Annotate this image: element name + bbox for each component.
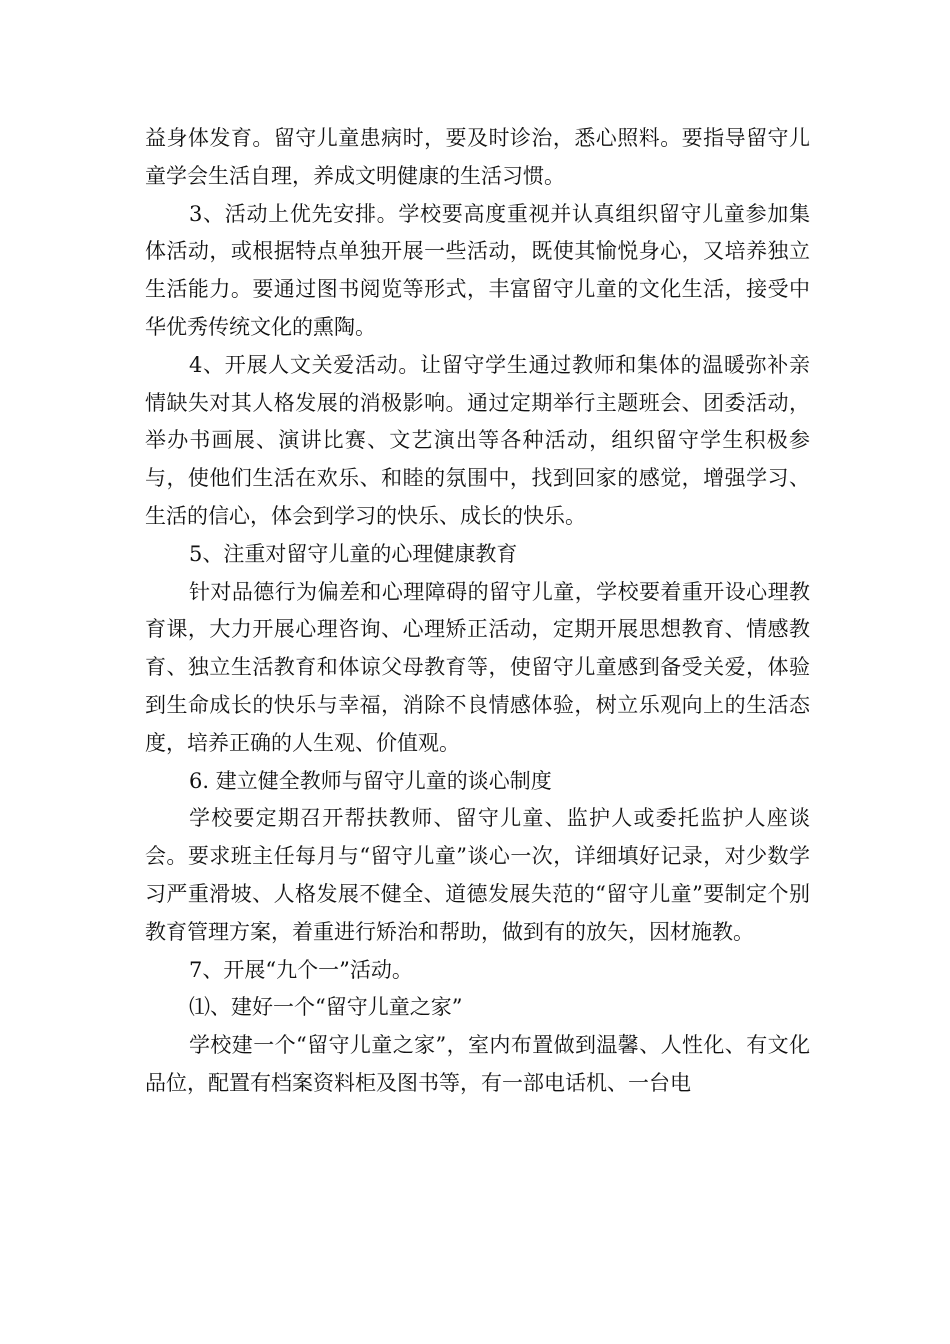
paragraph-continuation: 益身体发育。留守儿童患病时，要及时诊治，悉心照料。要指导留守儿童学会生活自理，养成文明健康的生活习惯。	[145, 126, 810, 188]
paragraph-item-4: 4、开展人文关爱活动。让留守学生通过教师和集体的温暖弥补亲情缺失对其人格发展的消极影响。通过定期举行主题班会、团委活动，举办书画展、演讲比赛、文艺演出等各种活动，组织留守学生积极参与，使他们生活在欢乐、和睦的氛围中，找到回家的感觉，增强学习、生活的信心，体会到学习的快乐、成长的快乐。	[145, 352, 810, 528]
subheading-item-7-1: ⑴、建好一个“留守儿童之家”	[189, 995, 463, 1020]
heading-item-6: 6. 建立健全教师与留守儿童的谈心制度	[189, 768, 552, 793]
paragraph-item-6-body: 学校要定期召开帮扶教师、留守儿童、监护人或委托监护人座谈会。要求班主任每月与“留守儿童”谈心一次，详细填好记录，对少数学习严重滑坡、人格发展不健全、道德发展失范的“留守儿童”要制定个别教育管理方案，着重进行矫治和帮助，做到有的放矢，因材施教。	[145, 806, 810, 944]
paragraph-item-7-1-body: 学校建一个“留守儿童之家”，室内布置做到温馨、人性化、有文化品位，配置有档案资料柜及图书等，有一部电话机、一台电	[145, 1033, 810, 1095]
heading-item-7: 7、开展“九个一”活动。	[189, 957, 413, 982]
document-body	[145, 120, 810, 1103]
paragraph-item-5-body: 针对品德行为偏差和心理障碍的留守儿童，学校要着重开设心理教育课，大力开展心理咨询、心理矫正活动，定期开展思想教育、情感教育、独立生活教育和体谅父母教育等，使留守儿童感到备受关爱，体验到生命成长的快乐与幸福，消除不良情感体验，树立乐观向上的生活态度，培养正确的人生观、价值观。	[145, 579, 810, 755]
heading-item-5: 5、注重对留守儿童的心理健康教育	[189, 541, 518, 566]
paragraph-item-3: 3、活动上优先安排。学校要高度重视并认真组织留守儿童参加集体活动，或根据特点单独开展一些活动，既使其愉悦身心，又培养独立生活能力。要通过图书阅览等形式，丰富留守儿童的文化生活，接受中华优秀传统文化的熏陶。	[145, 201, 810, 339]
